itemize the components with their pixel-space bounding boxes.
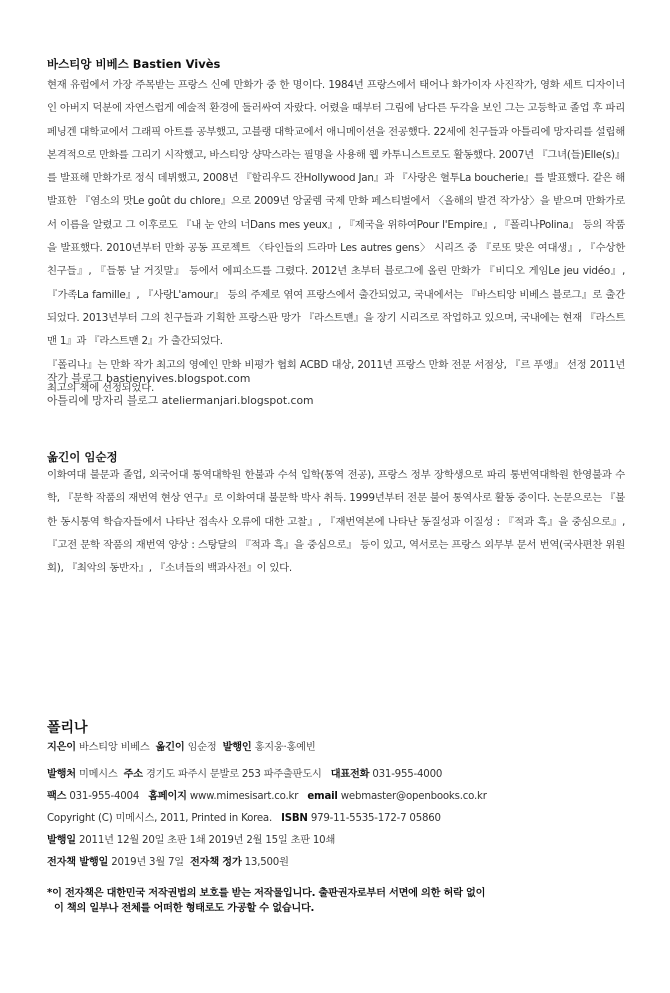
ebook-price-label: 전자책 정가 — [190, 857, 242, 868]
colophon — [47, 737, 487, 874]
author-heading: 바스티앙 비베스 Bastien Vivès — [47, 57, 221, 71]
colophon-print-date — [47, 830, 487, 852]
phone-label: 대표전화 — [330, 769, 370, 780]
fax-value: 031-955-4004 — [69, 791, 140, 802]
ebook-date-value: 2019년 3월 7일 — [111, 857, 184, 868]
author-value: 바스티앙 비베스 — [78, 742, 150, 753]
translator-bio: 이화여대 불문과 졸업, 외국어대 통역대학원 한불과 수석 입학(통역 전공), 프랑스 정부 장학생으로 파리 통번역대학원 한영불과 수학, 『문학 작품의 재번역 현상 연구』로 이화여대 불문학 박사 취득. 1999년부터 전문 불어 통역사로 활동 중이다. 논문으로는 『불한 동시통역 학습자들에서 나타난 접속사 오류에 대한 고찰』, 『재번역본에 나타난 동질성과 이질성 : 『적과 흑』을 중심으로』, 『고전 문학 작품의 재번역 양상 : 스탕달의 『적과 흑』을 중심으로』 등이 있고, 역서로는 프랑스 외무부 문서 번역(국사편찬 위원회), 『최악의 동반자』, 『소녀들의 백과사전』이 있다. — [47, 469, 625, 575]
imprint-label: 발행처 — [47, 769, 76, 780]
colophon-ebook — [47, 852, 487, 874]
print-date-value: 2011년 12월 20일 초판 1쇄 2019년 2월 15일 초판 10쇄 — [78, 835, 336, 846]
print-date-label: 발행일 — [47, 835, 76, 846]
translator-heading: 옮긴이 임순정 — [47, 450, 118, 464]
translator-value: 임순정 — [187, 742, 217, 753]
author-label: 지은이 — [47, 742, 76, 753]
homepage-link[interactable]: www.mimesisart.co.kr — [189, 791, 299, 802]
email-label: email — [307, 791, 338, 802]
copyright-text: Copyright (C) 미메시스, 2011, Printed in Korea. — [47, 813, 273, 824]
publisher-label: 발행인 — [222, 742, 252, 753]
colophon-copyright — [47, 808, 487, 830]
translator-label: 옮긴이 — [155, 742, 185, 753]
atelier-blog-link[interactable]: 아틀리에 망자리 블로그 ateliermanjari.blogspot.com — [47, 394, 314, 407]
colophon-imprint — [47, 764, 487, 786]
author-bio — [47, 74, 625, 400]
address-value: 경기도 파주시 문발로 253 파주출판도시 — [145, 769, 322, 780]
imprint-value: 미메시스 — [78, 769, 118, 780]
author-links — [47, 368, 314, 412]
colophon-credits — [47, 737, 487, 759]
isbn-label: ISBN — [281, 813, 308, 824]
email-link[interactable]: webmaster@openbooks.co.kr — [340, 791, 487, 802]
book-title: 폴리나 — [47, 720, 88, 736]
author-blog-link[interactable]: 작가 블로그 bastienvives.blogspot.com — [47, 372, 251, 385]
copyright-notice-line: *이 전자책은 대한민국 저작권법의 보호를 받는 저작물입니다. 출판권자로부터 서면에 의한 허락 없이 — [47, 888, 486, 899]
homepage-label: 홈페이지 — [148, 791, 187, 802]
isbn-value: 979-11-5535-172-7 05860 — [310, 813, 441, 824]
address-label: 주소 — [123, 769, 143, 780]
copyright-notice-line: 이 책의 일부나 전체를 어떠한 형태로도 가공할 수 없습니다. — [54, 902, 315, 914]
ebook-date-label: 전자책 발행일 — [47, 857, 109, 868]
author-bio-paragraph: 『폴리나』는 만화 작가 최고의 영예인 만화 비평가 협회 ACBD 대상, 2011년 프랑스 만화 전문 서점상, 『르 푸앵』 선정 2011년 최고의 책에 선정되었다. — [47, 358, 625, 394]
publisher-value: 홍지웅·홍예빈 — [254, 742, 316, 753]
phone-value: 031-955-4000 — [372, 769, 443, 780]
author-bio-paragraph: 현재 유럽에서 가장 주목받는 프랑스 신예 만화가 중 한 명이다. 1984년 프랑스에서 태어나 화가이자 사진작가, 영화 세트 디자이너인 아버지 덕분에 자연스럽게 예술적 환경에 둘러싸여 자랐다. 어렸을 때부터 그림에 남다른 두각을 보인 그는 고등학교 졸업 후 파리 페닝겐 대학교에서 그래픽 아트를 공부했고, 고블랭 대학교에서 애니메이션을 전공했다. 22세에 친구들과 아틀리에 망자리를 설립해 본격적으로 만화를 그리기 시작했고, 바스티앙 샹막스라는 필명을 사용해 웹 카투니스트로도 활동했다. 2007년 『그녀(들)Elle(s)』를 발표해 만화가로 정식 데뷔했고, 2008년 『할리우드 잔Hollywood Jan』과 『사랑은 혈투La boucherie』를 발표했다. 같은 해 발표한 『염소의 맛Le goût du chlore』으로 2009년 앙굴렘 국제 만화 페스티벌에서 〈올해의 발견 작가상〉을 받으며 만화가로서 이름을 알렸고 그 이후로도 『내 눈 안의 너Dans mes yeux』, 『제국을 위하여Pour l'Empire』, 『폴리나Polina』 등의 작품을 발표했다. 2010년부터 만화 공동 프로젝트 〈타인들의 드라마 Les autres gens〉 시리즈 중 『로또 맞은 여대생』, 『수상한 친구들』, 『들통 날 거짓말』 등에서 에피소드를 그렸다. 2012년 초부터 블로그에 올린 만화가 『비디오 게임Le jeu vidéo』, 『가족La famille』, 『사랑L'amour』 등의 주제로 엮여 프랑스에서 출간되었고, 국내에서는 『바스티앙 비베스 블로그』로 출간되었다. 2013년부터 그의 친구들과 기획한 프랑스판 망가 『라스트맨』을 장기 시리즈로 작업하고 있으며, 국내에는 현재 『라스트맨 1』과 『라스트맨 2』가 출간되었다. — [47, 79, 625, 348]
colophon-contact — [47, 786, 487, 808]
ebook-price-value: 13,500원 — [244, 857, 289, 868]
copyright-notice — [47, 887, 485, 916]
fax-label: 팩스 — [47, 791, 67, 802]
